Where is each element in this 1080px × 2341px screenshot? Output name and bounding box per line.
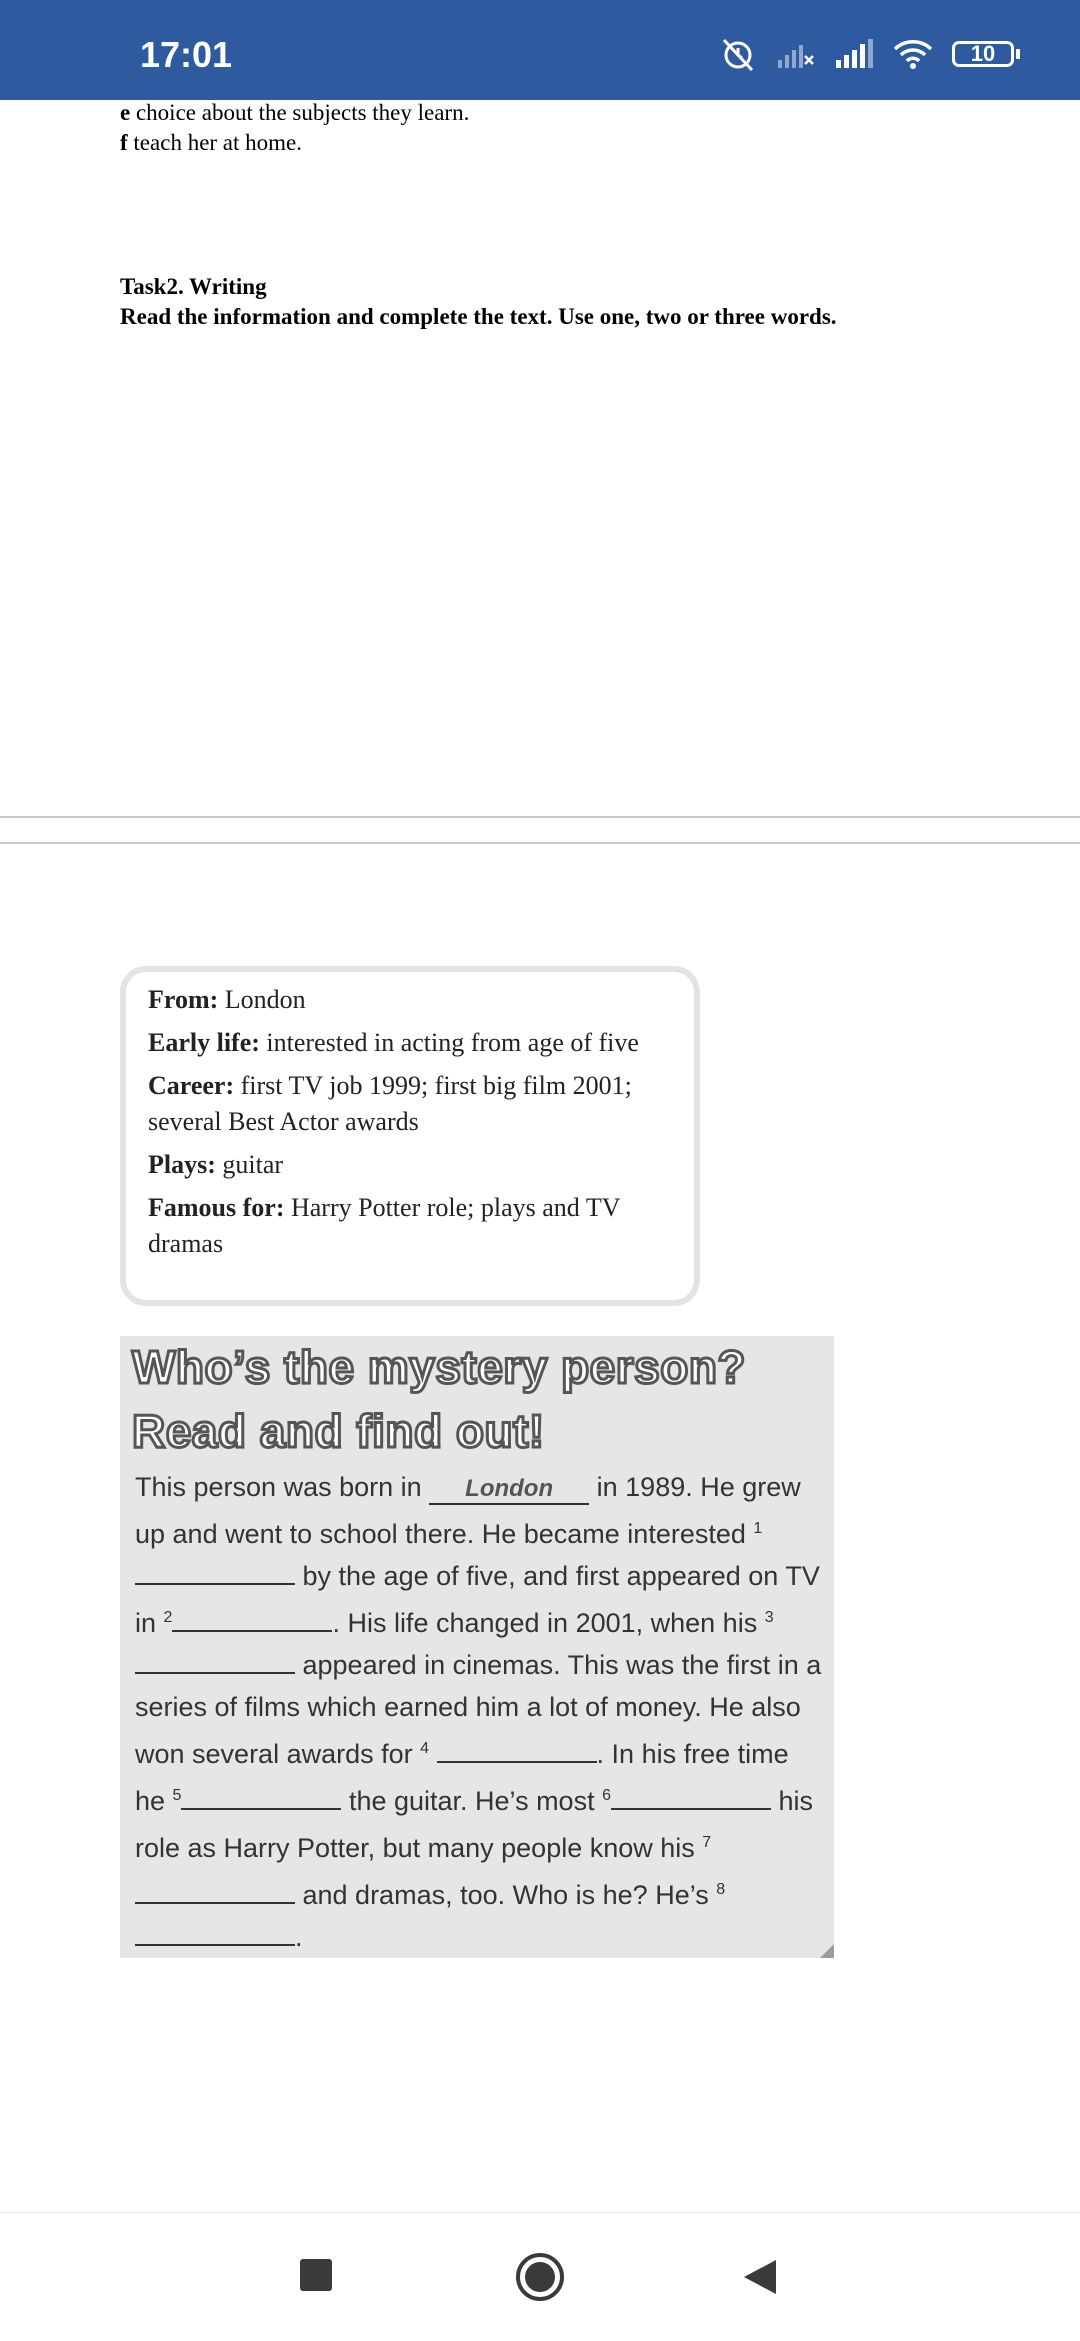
document-page-2 — [0, 846, 1080, 2212]
card-text: This person was born in London in 1989. He grew up and went to school there. He became interested $^1$ by the age of five, and first appeared on TV in $^2$ . His life changed in 2001, when his $^3$ appeared in cinemas. This was the first in a series of films which earned him a lot of money. He also won several awards for $^4$ . In his free time he $^5$ the guitar. He’s most $^6$ his role as Harry Potter, but many people know his $^7$ and dramas, too. Who is he? He’s $^8$. — [135, 1472, 822, 1952]
blank-2 — [172, 1606, 332, 1632]
option-e: e choice about the subjects they learn. — [120, 100, 470, 125]
blank-7 — [135, 1878, 295, 1904]
info-row-famous-for: Famous for: Harry Potter role; plays and TV dramas — [148, 1193, 621, 1258]
home-button[interactable] — [514, 2251, 566, 2308]
info-row-career: Career: first TV job 1999; first big film 2001; several Best Actor awards — [148, 1071, 632, 1136]
back-triangle-icon — [740, 2257, 780, 2297]
signal-no-sim-icon — [776, 38, 816, 70]
status-icons — [718, 36, 1020, 72]
alarm-off-icon — [718, 36, 758, 72]
blank-8 — [135, 1920, 295, 1946]
example-answer: London — [429, 1475, 589, 1505]
info-row-early-life: Early life: interested in acting from age of five — [148, 1028, 639, 1057]
signal-icon — [834, 38, 874, 70]
option-f: f teach her at home. — [120, 130, 303, 155]
info-row-plays: Plays: guitar — [148, 1150, 284, 1179]
blank-3 — [135, 1648, 295, 1674]
blank-1 — [135, 1559, 295, 1585]
square-icon — [298, 2257, 334, 2293]
info-card — [120, 966, 700, 1306]
battery-level: 10 — [952, 41, 1014, 67]
task-instruction: Read the information and complete the text. Use one, two or three words. — [120, 304, 837, 329]
wifi-icon — [892, 37, 934, 71]
status-bar — [0, 0, 1080, 100]
card-title-line1: Who’s the mystery person? — [132, 1341, 747, 1393]
page-divider-top — [0, 816, 1080, 818]
recents-button[interactable] — [298, 2257, 334, 2298]
blank-4 — [437, 1737, 597, 1763]
mystery-person-card — [120, 1336, 834, 1958]
card-title-line2: Read and find out! — [132, 1405, 545, 1457]
page-divider-bottom — [0, 842, 1080, 844]
circle-icon — [514, 2251, 566, 2303]
back-button[interactable] — [740, 2257, 780, 2302]
blank-6 — [611, 1784, 771, 1810]
status-time: 17:01 — [140, 34, 233, 75]
battery-icon — [952, 41, 1020, 67]
task-title: Task2. Writing — [120, 274, 267, 299]
blank-5 — [181, 1784, 341, 1810]
navigation-bar — [0, 2212, 1080, 2341]
info-row-from: From: London — [148, 985, 306, 1014]
card-corner — [820, 1944, 834, 1958]
document-page-1 — [0, 100, 1080, 820]
